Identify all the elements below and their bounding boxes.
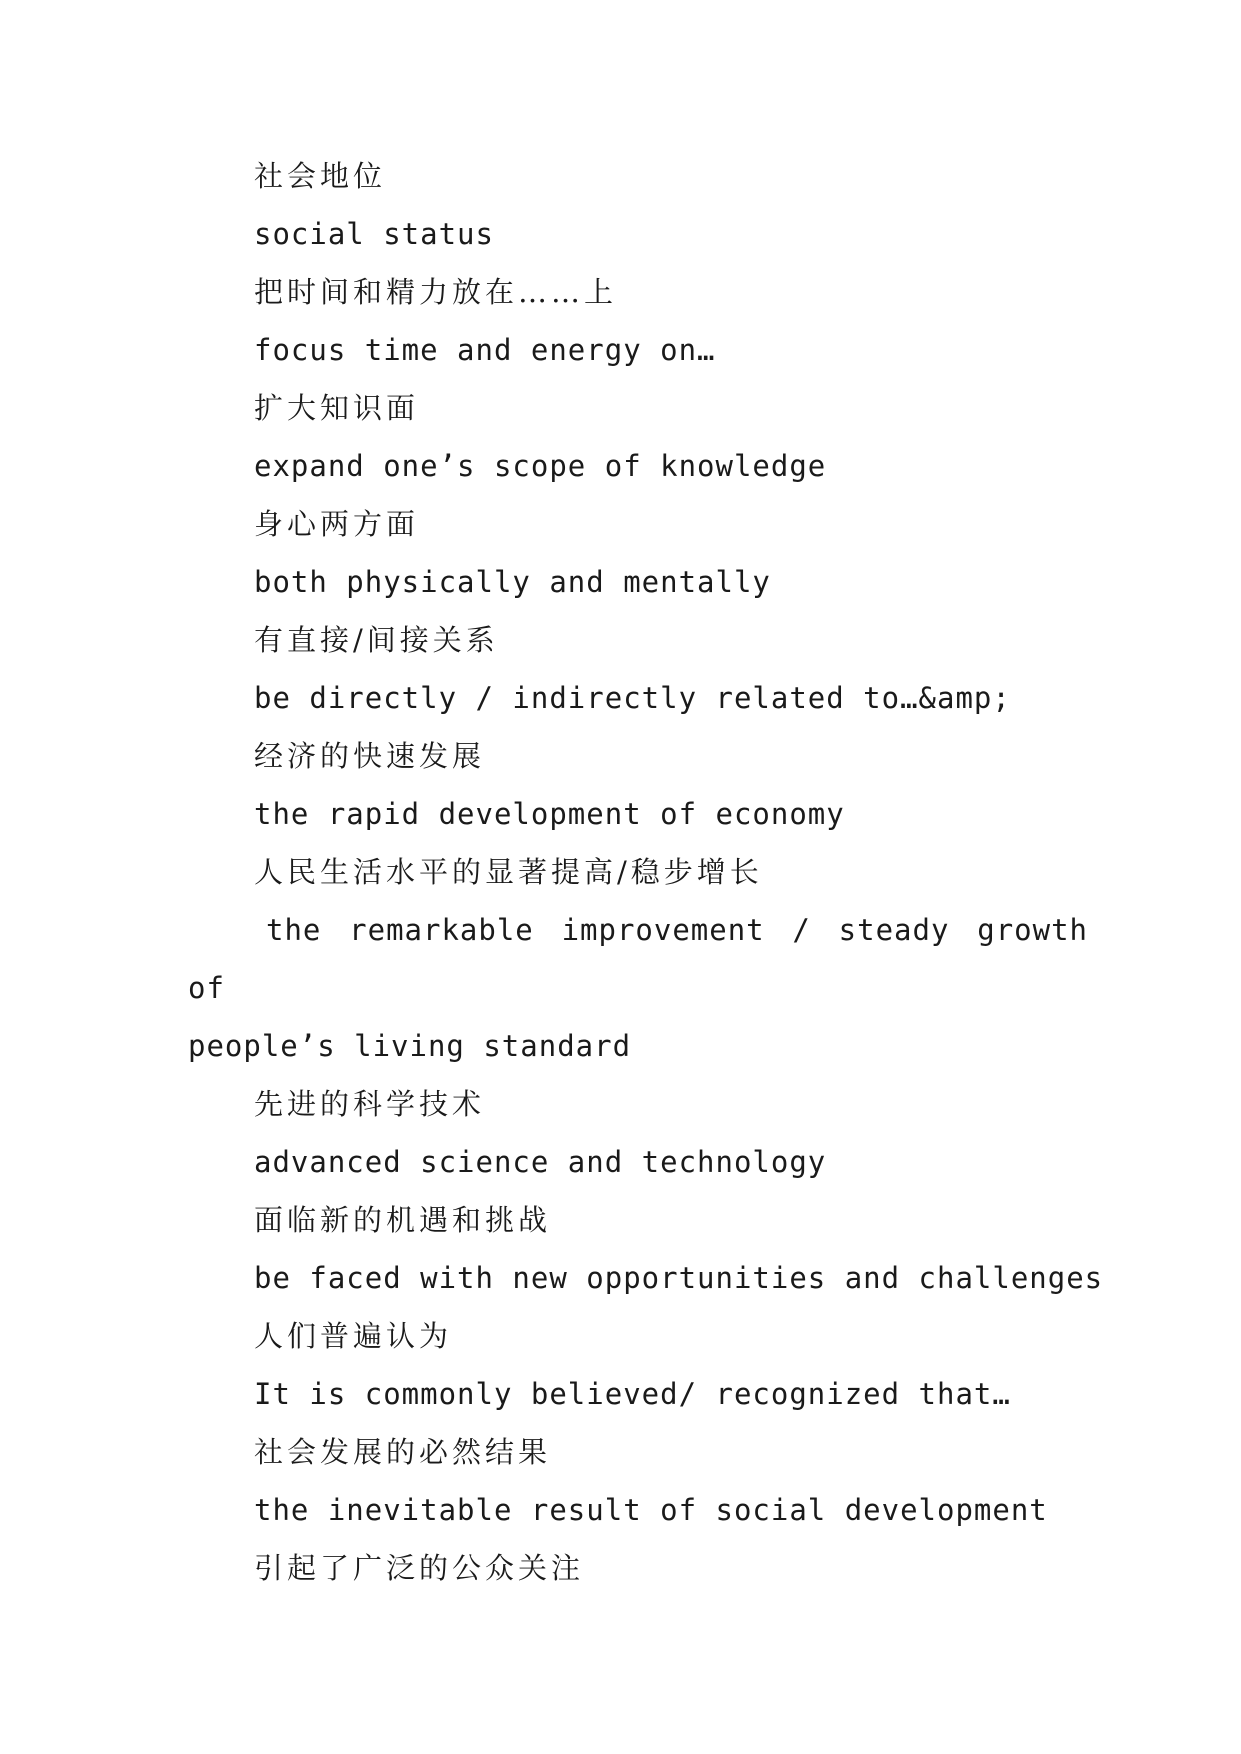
phrase-line: 人们普遍认为 (254, 1319, 453, 1353)
phrase-line: 扩大知识面 (254, 391, 420, 425)
phrase-line: 引起了广泛的公众关注 (254, 1551, 585, 1585)
phrase-list (188, 158, 1104, 1608)
phrase-line: social status (254, 217, 494, 251)
phrase-line: the rapid development of economy (254, 797, 845, 831)
phrase-line: 面临新的机遇和挑战 (254, 1203, 552, 1237)
phrase-line: advanced science and technology (254, 1145, 827, 1179)
phrase-line: It is commonly believed/ recognized that… (254, 1377, 1011, 1411)
wrapped-phrase (188, 901, 1088, 1075)
phrase-line: 经济的快速发展 (254, 739, 486, 773)
phrase-line: 社会发展的必然结果 (254, 1435, 552, 1469)
phrase-line: 有直接/间接关系 (254, 623, 499, 657)
phrase-line: 人民生活水平的显著提高/稳步增长 (254, 855, 763, 889)
phrase-line: be directly / indirectly related to…&amp; (254, 681, 1011, 715)
phrase-line: be faced with new opportunities and challenges (254, 1261, 1104, 1295)
phrase-line: 把时间和精力放在……上 (254, 275, 618, 309)
phrase-line: 社会地位 (254, 159, 387, 193)
phrase-line: expand one’s scope of knowledge (254, 449, 827, 483)
phrase-line: the inevitable result of social development (254, 1493, 1048, 1527)
phrase-line: both physically and mentally (254, 565, 771, 599)
phrase-line: 先进的科学技术 (254, 1087, 486, 1121)
phrase-line: focus time and energy on… (254, 333, 716, 367)
phrase-line: 身心两方面 (254, 507, 420, 541)
phrase-line-continuation: people’s living standard (188, 1029, 632, 1063)
phrase-line: the remarkable improvement / steady growth of (188, 913, 1088, 1005)
